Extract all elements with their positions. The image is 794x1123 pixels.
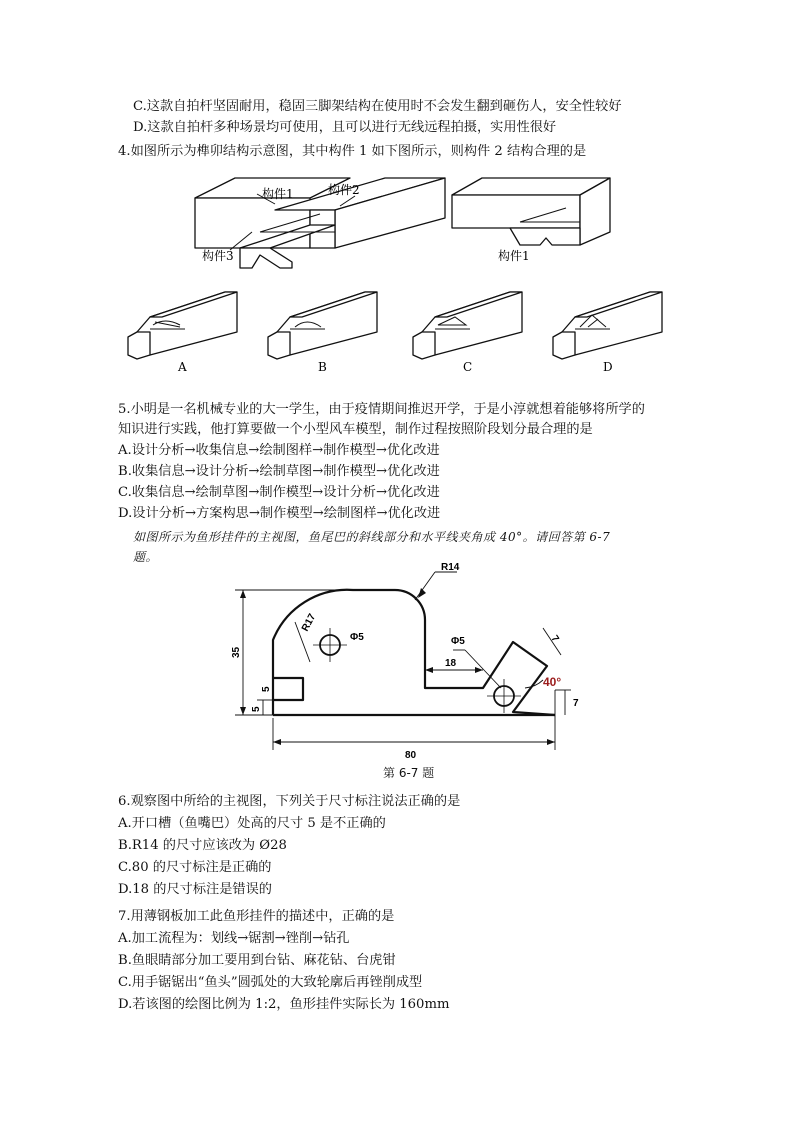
q3-option-c: C.这款自拍杆坚固耐用，稳固三脚架结构在使用时不会发生翻到砸伤人，安全性较好 [133,99,622,114]
q6-option-d: D.18 的尺寸标注是错误的 [118,882,272,897]
q4-option-a-label: A [178,360,187,374]
dim-18: 18 [445,658,457,669]
dim-7-base: 7 [573,698,579,709]
label-part3: 构件3 [202,249,234,263]
q4-assembly-figure [180,170,620,280]
figure-caption-6-7: 第 6-7 题 [383,766,435,780]
label-part1-right: 构件1 [498,249,530,263]
q4-option-a-figure [125,287,245,375]
intro67-line1: 如图所示为鱼形挂件的主视图，鱼尾巴的斜线部分和水平线夹角成 40°。请回答第 6-7 [133,530,611,544]
q6-option-a: A.开口槽（鱼嘴巴）处高的尺寸 5 是不正确的 [118,816,386,831]
intro67-line2: 题。 [133,550,159,564]
dim-r14: R14 [441,562,460,573]
q5-option-d: D.设计分析→方案构思→制作模型→绘制图样→优化改进 [118,506,441,521]
dim-angle-40: 40° [543,675,562,689]
dim-5-slot: 5 [261,686,272,692]
dim-r17: R17 [299,612,319,634]
q7-option-b: B.鱼眼睛部分加工要用到台钻、麻花钻、台虎钳 [118,953,396,968]
q4-option-b-figure [265,287,385,375]
q5-option-c: C.收集信息→绘制草图→制作模型→设计分析→优化改进 [118,485,440,500]
q5-stem-line1: 5.小明是一名机械专业的大一学生，由于疫情期间推迟开学，于是小淳就想着能够将所学的 [118,402,645,417]
q6-option-b: B.R14 的尺寸应该改为 Ø28 [118,838,287,853]
q5-option-b: B.收集信息→设计分析→绘制草图→制作模型→优化改进 [118,464,440,479]
dim-7-tail: 7 [548,633,561,645]
q4-option-c-figure [410,287,530,375]
label-part1: 构件1 [262,187,294,201]
dim-5-base: 5 [251,706,262,712]
q4-option-b-label: B [318,360,327,374]
q4-option-d-label: D [603,360,613,374]
q6-option-c: C.80 的尺寸标注是正确的 [118,860,272,875]
q6-stem: 6.观察图中所给的主视图，下列关于尺寸标注说法正确的是 [118,794,461,809]
q4-option-c-label: C [463,360,473,374]
q7-option-a: A.加工流程为：划线→锯割→锉削→钻孔 [118,931,350,946]
dim-35: 35 [231,646,242,658]
dim-phi5-eye: Φ5 [350,632,364,643]
q7-option-d: D.若该图的绘图比例为 1:2，鱼形挂件实际长为 160mm [118,997,450,1012]
q7-stem: 7.用薄钢板加工此鱼形挂件的描述中，正确的是 [118,909,395,924]
q5-option-a: A.设计分析→收集信息→绘制图样→制作模型→优化改进 [118,443,440,458]
q5-stem-line2: 知识进行实践，他打算要做一个小型风车模型，制作过程按照阶段划分最合理的是 [118,422,593,437]
q4-stem: 4.如图所示为榫卯结构示意图，其中构件 1 如下图所示，则构件 2 结构合理的是 [118,144,587,159]
dim-phi5-tail: Φ5 [451,636,465,647]
q7-option-c: C.用手锯锯出“鱼头”圆弧处的大致轮廓后再锉削成型 [118,975,423,990]
fish-pendant-drawing [225,560,585,760]
label-part2: 构件2 [328,183,360,197]
dim-80: 80 [405,750,417,761]
q3-option-d: D.这款自拍杆多种场景均可使用，且可以进行无线远程拍摄，实用性很好 [133,120,557,135]
q4-option-d-figure [550,287,670,375]
